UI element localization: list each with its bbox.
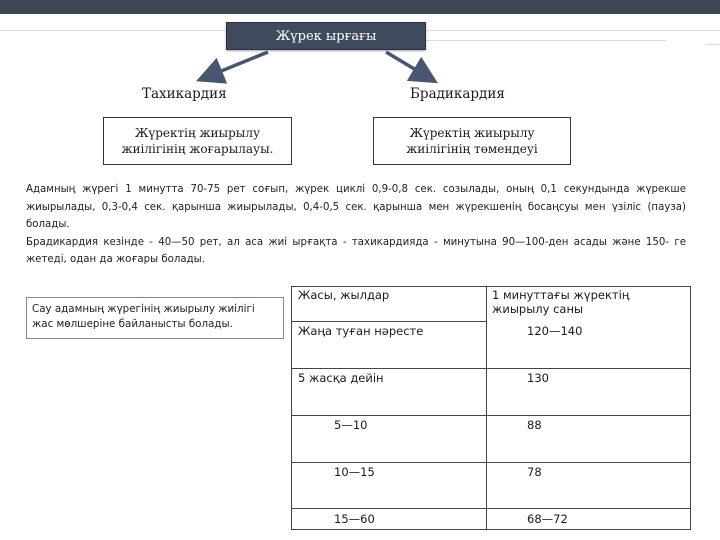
tachycardia-heading: Тахикардия [142,86,227,102]
heart-rate-table [291,286,691,530]
table-row-age: 5 жасқа дейін [298,371,384,385]
tachycardia-definition: Жүректің жиырылу жиілігінің жоғарылауы. [103,117,292,165]
decorative-line [426,40,666,41]
table-row-age: 5—10 [334,418,368,432]
left-arrow-icon [209,52,268,76]
description-paragraph [26,181,686,269]
right-arrow-icon [386,52,426,76]
table-row-rate: 68—72 [527,512,568,526]
paragraph-line-2: Брадикардия кезінде - 40—50 рет, ал аса жиі ырғақта - тахикардияда - минутына 90—100-ден асады және 150- ге жетеді, одан да жоғары болады. [26,236,686,265]
header-rate: 1 минуттағы жүректің жиырылу саны [492,288,630,316]
bradycardia-heading: Брадикардия [410,86,505,102]
decorative-line [705,44,720,45]
table-row-rate: 130 [527,371,549,385]
branch-arrows [0,0,720,100]
paragraph-line-1: Адамның жүрегі 1 минутта 70-75 рет соғып, жүрек циклі 0,9-0,8 сек. созылады, оның 0,1 секундында жүрекше жиырылады, 0,3-0,4 сек. қарынша жиырылады, 0,4-0,5 сек. қарынша мен жүрекшенің босаңсуы мен үзіліс (пауза) болады. [26,184,686,230]
table-row-age: Жаңа туған нәресте [298,324,424,338]
slide-title: Жүрек ырғағы [226,22,426,50]
table-row-age: 10—15 [334,465,375,479]
table-row-rate: 120—140 [527,324,583,338]
decorative-line [0,30,226,31]
bradycardia-definition: Жүректің жиырылу жиілігінің төмендеуі [373,117,571,165]
decorative-line [426,30,720,31]
age-note-box: Сау адамның жүрегінің жиырылу жиілігі жас мөлшеріне байланысты болады. [26,297,284,339]
table-row-rate: 88 [527,418,542,432]
table-row-rate: 78 [527,465,542,479]
table-row-age: 15—60 [334,512,375,526]
header-age: Жасы, жылдар [298,288,390,302]
top-bar [0,0,720,14]
